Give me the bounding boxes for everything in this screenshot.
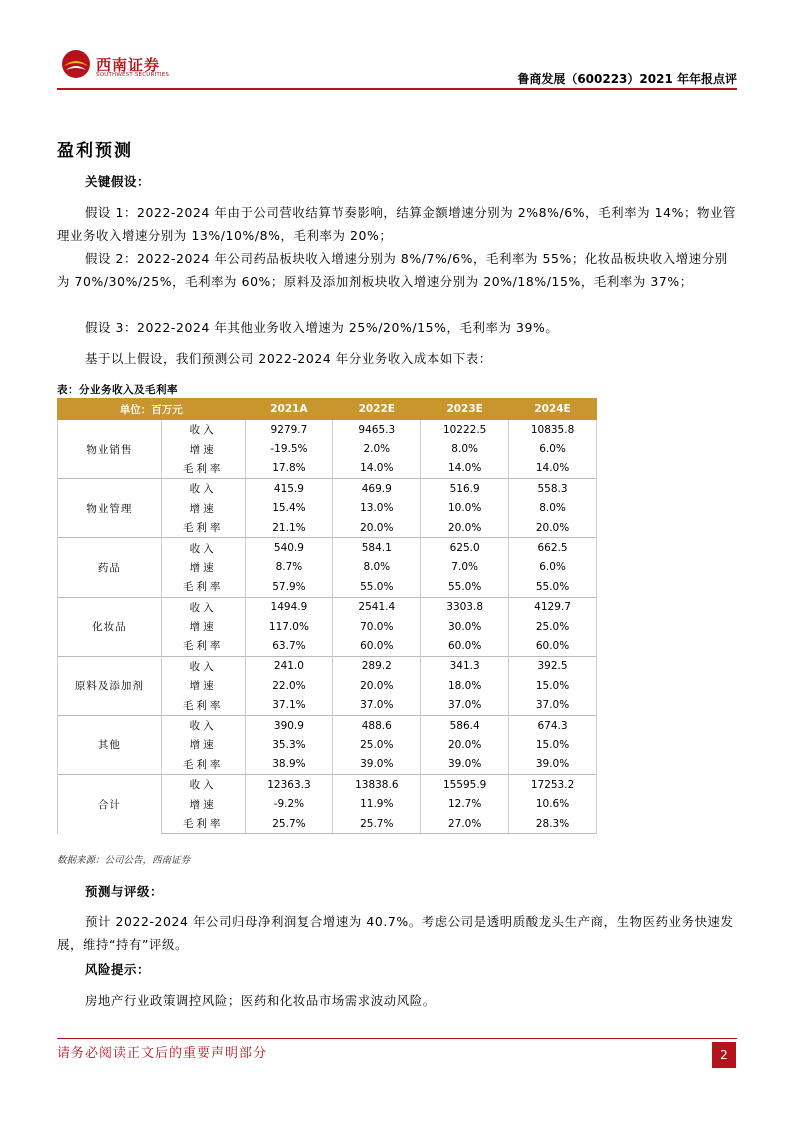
table-row	[58, 538, 597, 558]
table-cell: 674.3	[509, 715, 597, 735]
table-row	[58, 656, 597, 676]
brand-logo	[60, 48, 180, 88]
metric-label: 增速	[161, 735, 245, 754]
table-cell: 25.7%	[333, 814, 421, 834]
metric-label: 增速	[161, 794, 245, 813]
assumption-2: 假设 2：2022-2024 年公司药品板块收入增速分别为 8%/7%/6%，毛利率为 55%；化妆品板块收入增速分别为 70%/30%/25%，毛利率为 60%；原料及添加剂板块收入增速分别为 20%/18%/15%，毛利率为 37%；	[57, 251, 728, 289]
segment-name: 其他	[58, 715, 162, 774]
segment-name: 原料及添加剂	[58, 656, 162, 715]
metric-label: 收入	[161, 538, 245, 558]
table-cell: 39.0%	[509, 755, 597, 775]
table-cell: 38.9%	[245, 755, 333, 775]
table-cell: 55.0%	[509, 577, 597, 597]
table-cell: -9.2%	[245, 794, 333, 813]
table-cell: 25.0%	[333, 735, 421, 754]
table-source: 数据来源：公司公告，西南证券	[57, 855, 191, 866]
table-cell: 8.0%	[509, 499, 597, 518]
table-cell: 10222.5	[421, 420, 509, 440]
table-cell: 469.9	[333, 479, 421, 499]
table-cell: 20.0%	[333, 518, 421, 538]
table-cell: 17253.2	[509, 775, 597, 795]
table-cell: 8.0%	[421, 439, 509, 458]
forecast-text: 预计 2022-2024 年公司归母净利润复合增速为 40.7%。考虑公司是透明质酸龙头生产商，生物医药业务快速发展，维持“持有”评级。	[57, 914, 734, 952]
table-cell: 21.1%	[245, 518, 333, 538]
table-cell: 57.9%	[245, 577, 333, 597]
year-header: 2021A	[245, 399, 333, 420]
metric-label: 收入	[161, 597, 245, 617]
table-cell: 10.0%	[421, 499, 509, 518]
page-number: 2	[712, 1042, 736, 1068]
table-row	[58, 420, 597, 440]
table-cell: 60.0%	[333, 636, 421, 656]
metric-label: 收入	[161, 775, 245, 795]
metric-label: 增速	[161, 558, 245, 577]
table-cell: 9465.3	[333, 420, 421, 440]
segment-name: 化妆品	[58, 597, 162, 656]
table-cell: 25.0%	[509, 617, 597, 636]
metric-label: 收入	[161, 420, 245, 440]
table-cell: 15.0%	[509, 676, 597, 695]
table-header-row	[58, 399, 597, 420]
metric-label: 收入	[161, 656, 245, 676]
disclaimer-note: 请务必阅读正文后的重要声明部分	[57, 1046, 268, 1061]
report-title: 鲁商发展（600223）2021 年年报点评	[517, 72, 737, 86]
table-cell: 625.0	[421, 538, 509, 558]
year-header: 2024E	[509, 399, 597, 420]
metric-label: 毛利率	[161, 518, 245, 538]
segment-name: 药品	[58, 538, 162, 597]
table-cell: 586.4	[421, 715, 509, 735]
table-cell: 18.0%	[421, 676, 509, 695]
table-cell: 415.9	[245, 479, 333, 499]
table-cell: 14.0%	[333, 459, 421, 479]
table-cell: 55.0%	[333, 577, 421, 597]
table-cell: 13838.6	[333, 775, 421, 795]
table-cell: 341.3	[421, 656, 509, 676]
table-cell: 289.2	[333, 656, 421, 676]
table-cell: 25.7%	[245, 814, 333, 834]
table-cell: 60.0%	[509, 636, 597, 656]
table-cell: 6.0%	[509, 558, 597, 577]
table-cell: 30.0%	[421, 617, 509, 636]
brand-name-en: SOUTHWEST SECURITIES	[96, 72, 170, 78]
table-cell: -19.5%	[245, 439, 333, 458]
table-cell: 15.4%	[245, 499, 333, 518]
metric-label: 毛利率	[161, 636, 245, 656]
table-cell: 17.8%	[245, 459, 333, 479]
table-row	[58, 479, 597, 499]
table-cell: 27.0%	[421, 814, 509, 834]
metric-label: 毛利率	[161, 459, 245, 479]
metric-label: 毛利率	[161, 814, 245, 834]
table-cell: 4129.7	[509, 597, 597, 617]
table-cell: 516.9	[421, 479, 509, 499]
segment-revenue-table	[57, 398, 597, 834]
metric-label: 增速	[161, 676, 245, 695]
table-row	[58, 775, 597, 795]
table-cell: 20.0%	[421, 518, 509, 538]
table-cell: 488.6	[333, 715, 421, 735]
table-cell: 20.0%	[421, 735, 509, 754]
section-title: 盈利预测	[57, 141, 133, 161]
table-title: 表：分业务收入及毛利率	[57, 384, 178, 396]
table-cell: 20.0%	[509, 518, 597, 538]
table-cell: 12.7%	[421, 794, 509, 813]
table-cell: 35.3%	[245, 735, 333, 754]
table-cell: 584.1	[333, 538, 421, 558]
metric-label: 毛利率	[161, 695, 245, 715]
table-cell: 241.0	[245, 656, 333, 676]
year-header: 2023E	[421, 399, 509, 420]
forecast-heading: 预测与评级：	[85, 884, 163, 899]
table-cell: 2.0%	[333, 439, 421, 458]
metric-label: 增速	[161, 499, 245, 518]
table-cell: 540.9	[245, 538, 333, 558]
segment-name: 合计	[58, 775, 162, 834]
table-cell: 8.7%	[245, 558, 333, 577]
table-cell: 14.0%	[421, 459, 509, 479]
table-cell: 37.0%	[333, 695, 421, 715]
table-cell: 63.7%	[245, 636, 333, 656]
table-cell: 37.0%	[421, 695, 509, 715]
metric-label: 增速	[161, 617, 245, 636]
key-assumptions-heading: 关键假设：	[85, 174, 150, 189]
brand-name-cn: 西南证券	[96, 56, 161, 74]
footer-divider	[57, 1038, 737, 1039]
table-cell: 55.0%	[421, 577, 509, 597]
table-cell: 9279.7	[245, 420, 333, 440]
table-cell: 390.9	[245, 715, 333, 735]
table-cell: 2541.4	[333, 597, 421, 617]
table-cell: 15595.9	[421, 775, 509, 795]
table-cell: 1494.9	[245, 597, 333, 617]
metric-label: 毛利率	[161, 577, 245, 597]
table-cell: 10835.8	[509, 420, 597, 440]
table-cell: 15.0%	[509, 735, 597, 754]
table-cell: 662.5	[509, 538, 597, 558]
unit-header: 单位：百万元	[58, 399, 246, 420]
table-cell: 20.0%	[333, 676, 421, 695]
assumption-3: 假设 3：2022-2024 年其他业务收入增速为 25%/20%/15%，毛利率为 39%。	[85, 320, 559, 335]
table-cell: 7.0%	[421, 558, 509, 577]
metric-label: 增速	[161, 439, 245, 458]
table-cell: 39.0%	[421, 755, 509, 775]
table-cell: 28.3%	[509, 814, 597, 834]
table-cell: 392.5	[509, 656, 597, 676]
metric-label: 收入	[161, 715, 245, 735]
table-cell: 6.0%	[509, 439, 597, 458]
table-cell: 70.0%	[333, 617, 421, 636]
table-cell: 10.6%	[509, 794, 597, 813]
table-cell: 558.3	[509, 479, 597, 499]
risk-text: 房地产行业政策调控风险；医药和化妆品市场需求波动风险。	[85, 993, 436, 1008]
risk-heading: 风险提示：	[85, 962, 150, 977]
brand-emblem-icon	[60, 48, 92, 80]
table-row	[58, 597, 597, 617]
table-cell: 22.0%	[245, 676, 333, 695]
metric-label: 收入	[161, 479, 245, 499]
table-cell: 60.0%	[421, 636, 509, 656]
table-cell: 14.0%	[509, 459, 597, 479]
table-cell: 11.9%	[333, 794, 421, 813]
segment-name: 物业销售	[58, 420, 162, 479]
table-cell: 37.0%	[509, 695, 597, 715]
table-cell: 8.0%	[333, 558, 421, 577]
header-divider	[57, 88, 737, 90]
table-row	[58, 715, 597, 735]
metric-label: 毛利率	[161, 755, 245, 775]
assumption-1: 假设 1：2022-2024 年由于公司营收结算节奏影响，结算金额增速分别为 2%8%/6%，毛利率为 14%；物业管理业务收入增速分别为 13%/10%/8%，毛利率为 20%；	[57, 205, 736, 243]
year-header: 2022E	[333, 399, 421, 420]
table-cell: 13.0%	[333, 499, 421, 518]
table-cell: 39.0%	[333, 755, 421, 775]
segment-name: 物业管理	[58, 479, 162, 538]
assumption-summary: 基于以上假设，我们预测公司 2022-2024 年分业务收入成本如下表：	[85, 351, 492, 366]
table-cell: 117.0%	[245, 617, 333, 636]
table-cell: 12363.3	[245, 775, 333, 795]
table-cell: 3303.8	[421, 597, 509, 617]
table-cell: 37.1%	[245, 695, 333, 715]
